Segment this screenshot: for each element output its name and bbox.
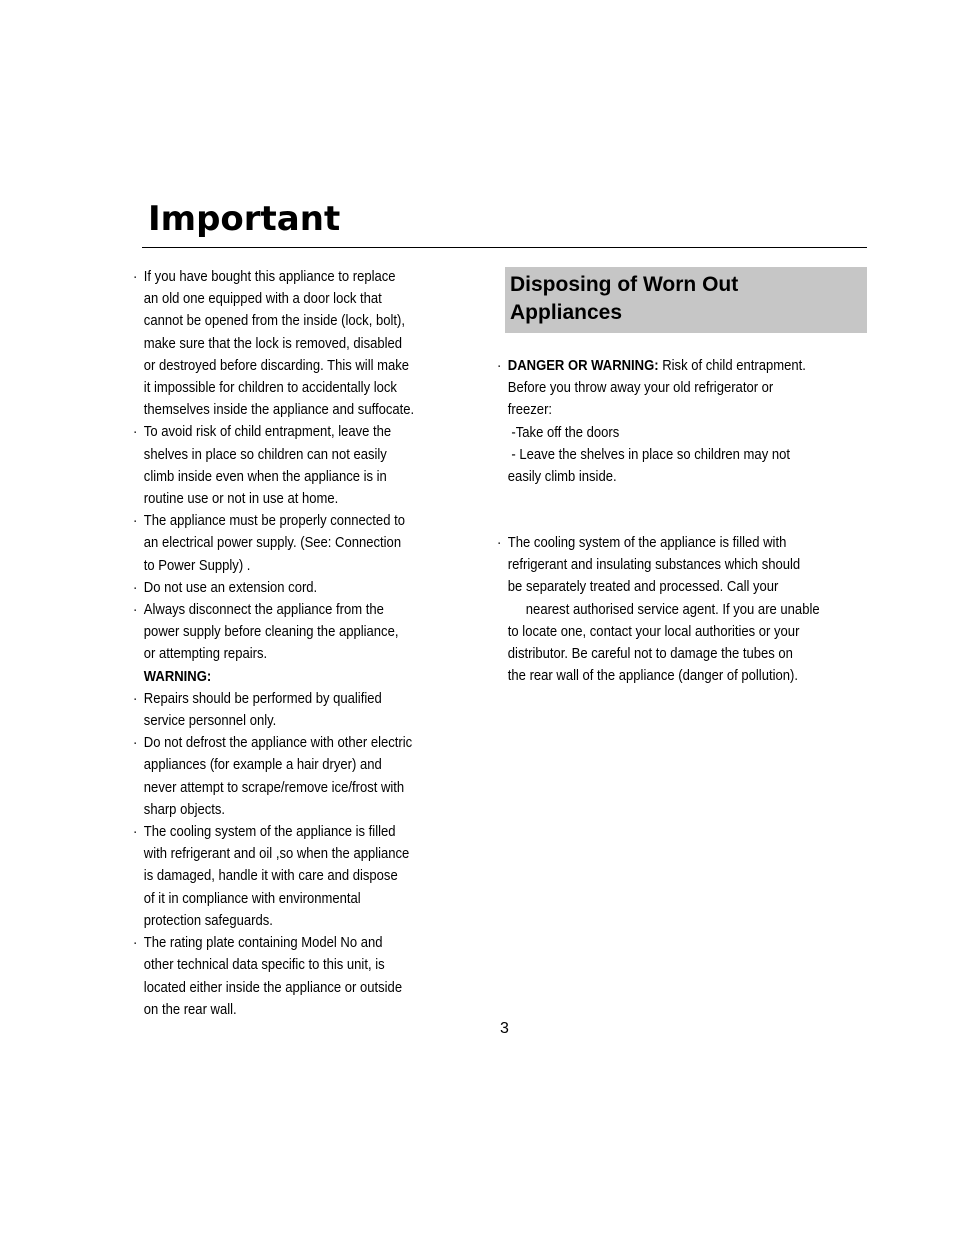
text-line: - Leave the shelves in place so children may not xyxy=(507,446,790,463)
text-line: appliances (for example a hair dryer) and xyxy=(143,757,382,774)
right-column-cooling xyxy=(497,532,848,687)
text-line: routine use or not in use at home. xyxy=(143,491,339,508)
text-line: of it in compliance with environmental xyxy=(143,890,361,907)
section-heading xyxy=(510,271,850,327)
text-line: Before you throw away your old refrigerator or xyxy=(507,380,774,397)
text-line: power supply before cleaning the appliance, xyxy=(143,624,399,641)
page-title: Important xyxy=(148,199,341,239)
list-item xyxy=(497,532,848,687)
bullet-glyph: · xyxy=(133,513,138,530)
text-line: on the rear wall. xyxy=(143,1001,237,1018)
text-line: protection safeguards. xyxy=(143,912,273,929)
text-line: or attempting repairs. xyxy=(143,646,268,663)
danger-label: DANGER OR WARNING: xyxy=(507,358,659,374)
page-number: 3 xyxy=(500,1020,509,1037)
bullet-glyph: · xyxy=(497,535,502,551)
bullet-glyph: · xyxy=(497,358,502,374)
bullet-glyph: · xyxy=(133,579,138,596)
bullet-glyph: · xyxy=(133,424,138,441)
list-item xyxy=(133,932,439,1021)
text-line: easily climb inside. xyxy=(507,469,617,486)
text-line: sharp objects. xyxy=(143,801,226,818)
list-item xyxy=(133,510,439,577)
text-line: to Power Supply) . xyxy=(143,557,251,574)
bullet-glyph: · xyxy=(133,935,138,952)
text-line: nearest authorised service agent. If you are unable xyxy=(525,601,820,618)
text-line: cannot be opened from the inside (lock, bolt), xyxy=(143,313,405,330)
text-line: Repairs should be performed by qualified xyxy=(143,690,382,707)
list-item xyxy=(133,688,439,732)
list-item xyxy=(133,732,439,821)
text-line: located either inside the appliance or outside xyxy=(143,979,403,996)
text-line: The cooling system of the appliance is filled with xyxy=(507,535,787,551)
list-item xyxy=(133,266,439,421)
text-line: make sure that the lock is removed, disabled xyxy=(143,335,403,352)
text-line: an old one equipped with a door lock that xyxy=(143,291,382,308)
text-line: to locate one, contact your local authorities or your xyxy=(507,623,800,640)
text-line: other technical data specific to this unit, is xyxy=(143,957,385,974)
list-item xyxy=(497,355,848,488)
list-item xyxy=(133,821,439,932)
bullet-glyph: · xyxy=(133,735,138,752)
text-line: Do not use an extension cord. xyxy=(143,579,318,596)
bullet-glyph: · xyxy=(133,824,138,841)
text-line: Do not defrost the appliance with other electric xyxy=(143,735,413,752)
text-line: -Take off the doors xyxy=(507,424,620,441)
left-column xyxy=(133,266,439,1021)
bullet-glyph: · xyxy=(133,690,138,707)
text-line: the rear wall of the appliance (danger of pollution). xyxy=(507,668,798,685)
section-heading-line: Appliances xyxy=(510,301,623,324)
warning-label: WARNING: xyxy=(143,668,212,685)
text-line: If you have bought this appliance to replace xyxy=(143,269,396,285)
bullet-glyph: · xyxy=(133,602,138,619)
text-line: The rating plate containing Model No and xyxy=(143,935,383,952)
text-line: The appliance must be properly connected to xyxy=(143,513,405,530)
bullet-glyph: · xyxy=(133,269,138,285)
list-item xyxy=(133,577,439,599)
text-line: freezer: xyxy=(507,402,553,419)
text-line: it impossible for children to accidentally lock xyxy=(143,380,397,397)
text-line: never attempt to scrape/remove ice/frost with xyxy=(143,779,405,796)
text-line: refrigerant and insulating substances which should xyxy=(507,557,801,574)
title-divider xyxy=(142,247,867,248)
text-line: shelves in place so children can not easily xyxy=(143,446,387,463)
text-line: The cooling system of the appliance is filled xyxy=(143,824,396,841)
text-line: is damaged, handle it with care and dispose xyxy=(143,868,398,885)
text-line: be separately treated and processed. Call your xyxy=(507,579,779,596)
right-column-danger xyxy=(497,355,848,488)
section-heading-line: Disposing of Worn Out xyxy=(510,273,739,296)
text-line: Always disconnect the appliance from the xyxy=(143,602,384,619)
text-line: with refrigerant and oil ,so when the appliance xyxy=(143,846,410,863)
text-line: service personnel only. xyxy=(143,713,277,730)
text-line xyxy=(508,355,848,377)
list-item xyxy=(133,599,439,666)
text-line: To avoid risk of child entrapment, leave the xyxy=(143,424,392,441)
list-item xyxy=(133,421,439,510)
text-line: themselves inside the appliance and suffocate. xyxy=(143,402,415,419)
section-heading-box xyxy=(505,267,867,333)
text-line: climb inside even when the appliance is in xyxy=(143,468,387,485)
text-line: or destroyed before discarding. This will make xyxy=(143,357,410,374)
danger-text: Risk of child entrapment. xyxy=(658,358,806,374)
text-line: an electrical power supply. (See: Connection xyxy=(143,535,402,552)
text-line: distributor. Be careful not to damage the tubes on xyxy=(507,646,793,663)
